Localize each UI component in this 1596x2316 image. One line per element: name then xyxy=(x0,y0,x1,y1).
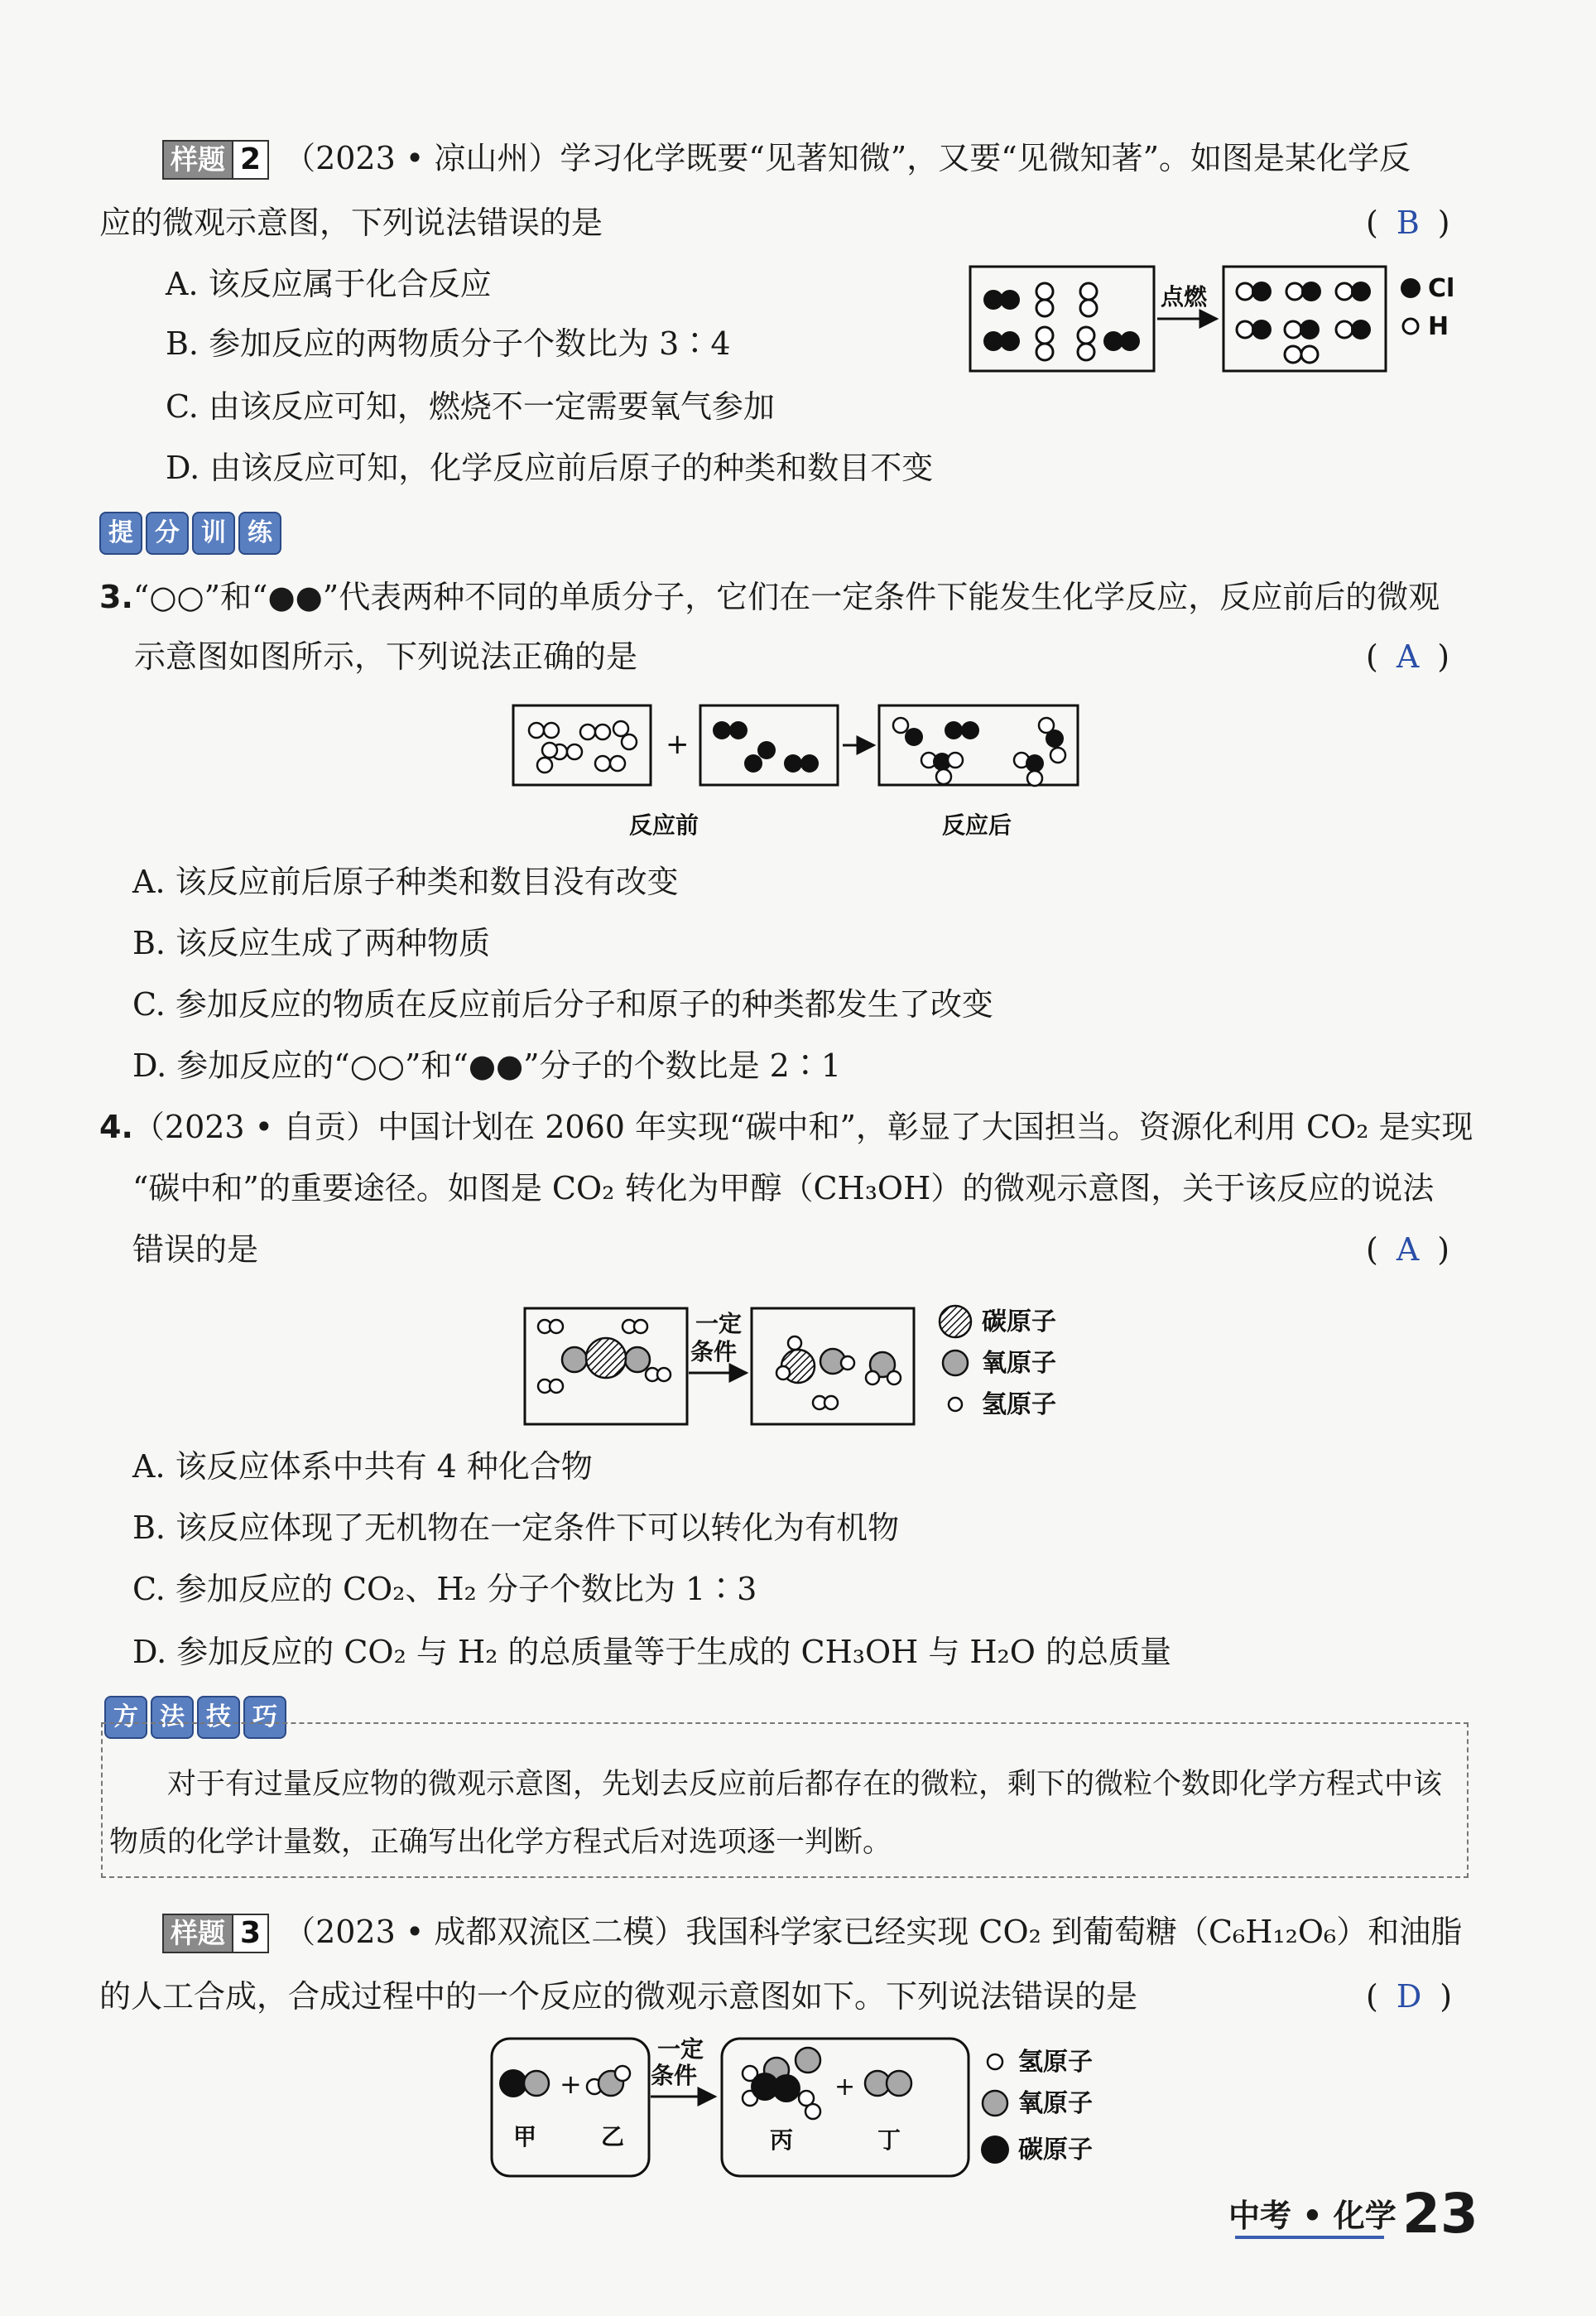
example-3-line-2: 的人工合成，合成过程中的一个反应的微观示意图如下。下列说法错误的是 xyxy=(99,1978,1138,2015)
svg-text:一定: 一定 xyxy=(695,1310,743,1337)
label-after: 反应后 xyxy=(942,811,1012,839)
svg-text:碳原子: 碳原子 xyxy=(1018,2135,1093,2164)
question-3-line-1: 3.“○○”和“●●”代表两种不同的单质分子，它们在一定条件下能发生化学反应，反应前后的微观 xyxy=(99,579,1440,615)
svg-text:氢原子: 氢原子 xyxy=(1018,2048,1093,2077)
svg-text:条件: 条件 xyxy=(651,2062,698,2089)
question-4-line-3: 错误的是 xyxy=(132,1231,259,1268)
example-2-option-a: A. 该反应属于化合反应 xyxy=(166,266,492,302)
svg-text:+: + xyxy=(560,2068,582,2100)
svg-text:丙: 丙 xyxy=(770,2126,794,2154)
svg-text:丁: 丁 xyxy=(877,2126,901,2154)
example-2-option-b: B. 参加反应的两物质分子个数比为 3∶4 xyxy=(166,325,731,362)
example-2-line-1: 样题 2 （2023 • 凉山州）学习化学既要“见著知微”，又要“见微知著”。如图是某化学反 xyxy=(162,137,1411,180)
question-3-answer: ( A ) xyxy=(1366,638,1450,675)
footer-label: 中考 • 化学 xyxy=(1228,2198,1396,2234)
question-4-option-b: B. 该反应体现了无机物在一定条件下可以转化为有机物 xyxy=(132,1509,900,1546)
question-4-reaction-diagram xyxy=(522,1292,1101,1432)
question-3-option-d: D. 参加反应的“○○”和“●●”分子的个数比是 2∶1 xyxy=(132,1047,842,1084)
example-3-reaction-diagram xyxy=(488,2029,1101,2186)
question-4-line-1: 4.（2023 • 自贡）中国计划在 2060 年实现“碳中和”，彰显了大国担当。资源化利用 CO₂ 是实现 xyxy=(99,1109,1473,1145)
label-before: 反应前 xyxy=(629,811,699,839)
legend-h: H xyxy=(1428,312,1449,341)
question-4-option-a: A. 该反应体系中共有 4 种化合物 xyxy=(132,1448,593,1485)
svg-text:氧原子: 氧原子 xyxy=(1018,2089,1093,2118)
condition-label: 点燃 xyxy=(1161,283,1208,311)
question-3-option-c: C. 参加反应的物质在反应前后分子和原子的种类都发生了改变 xyxy=(132,986,993,1023)
question-3-option-b: B. 该反应生成了两种物质 xyxy=(132,925,491,961)
tip-text: 对于有过量反应物的微观示意图，先划去反应前后都存在的微粒，剩下的微粒个数即化学方程式中该物质的化学计量数，正确写出化学方程式后对选项逐一判断。 xyxy=(109,1768,1443,1859)
svg-text:条件: 条件 xyxy=(690,1338,738,1365)
svg-text:乙: 乙 xyxy=(601,2123,625,2150)
section-heading-tifen: 提 分 训 练 xyxy=(99,512,281,555)
question-3-option-a: A. 该反应前后原子种类和数目没有改变 xyxy=(132,864,679,900)
question-3-line-2: 示意图如图所示，下列说法正确的是 xyxy=(134,638,638,675)
question-4-answer: ( A ) xyxy=(1366,1231,1450,1268)
example-tag: 样题 xyxy=(162,1914,233,1953)
example-number: 2 xyxy=(233,140,269,180)
example-2-option-d: D. 由该反应可知，化学反应前后原子的种类和数目不变 xyxy=(166,450,934,486)
svg-text:氢原子: 氢原子 xyxy=(982,1390,1056,1419)
example-2-line-2: 应的微观示意图，下列说法错误的是 xyxy=(99,205,603,241)
svg-text:一定: 一定 xyxy=(657,2035,704,2063)
example-2-answer: ( B ) xyxy=(1366,205,1450,241)
question-3-reaction-diagram xyxy=(505,697,1101,846)
svg-text:+: + xyxy=(834,2073,856,2102)
svg-text:氧原子: 氧原子 xyxy=(982,1349,1056,1378)
page-number: 23 xyxy=(1402,2182,1478,2246)
example-3-answer: ( D ) xyxy=(1366,1978,1453,2015)
question-4-line-2: “碳中和”的重要途径。如图是 CO₂ 转化为甲醇（CH₃OH）的微观示意图，关于该反应的说法 xyxy=(132,1170,1435,1206)
example-number: 3 xyxy=(233,1914,269,1953)
question-4-option-d: D. 参加反应的 CO₂ 与 H₂ 的总质量等于生成的 CH₃OH 与 H₂O 的总质量 xyxy=(132,1634,1172,1670)
example-2-option-c: C. 由该反应可知，燃烧不一定需要氧气参加 xyxy=(166,388,775,425)
svg-text:甲: 甲 xyxy=(513,2123,537,2150)
svg-text:碳原子: 碳原子 xyxy=(982,1307,1056,1336)
example-3-line-1: 样题 3 （2023 • 成都双流区二模）我国科学家已经实现 CO₂ 到葡萄糖（C₆H₁₂O₆）和油脂 xyxy=(162,1911,1462,1953)
section-heading-fangfa: 方 法 技 巧 xyxy=(104,1696,286,1739)
legend-cl: Cl xyxy=(1428,274,1455,303)
example-tag: 样题 xyxy=(162,140,233,180)
footer-underline xyxy=(1235,2236,1384,2239)
question-4-option-c: C. 参加反应的 CO₂、H₂ 分子个数比为 1∶3 xyxy=(132,1571,757,1607)
svg-text:+: + xyxy=(666,728,690,761)
example-2-reaction-diagram xyxy=(969,257,1498,381)
